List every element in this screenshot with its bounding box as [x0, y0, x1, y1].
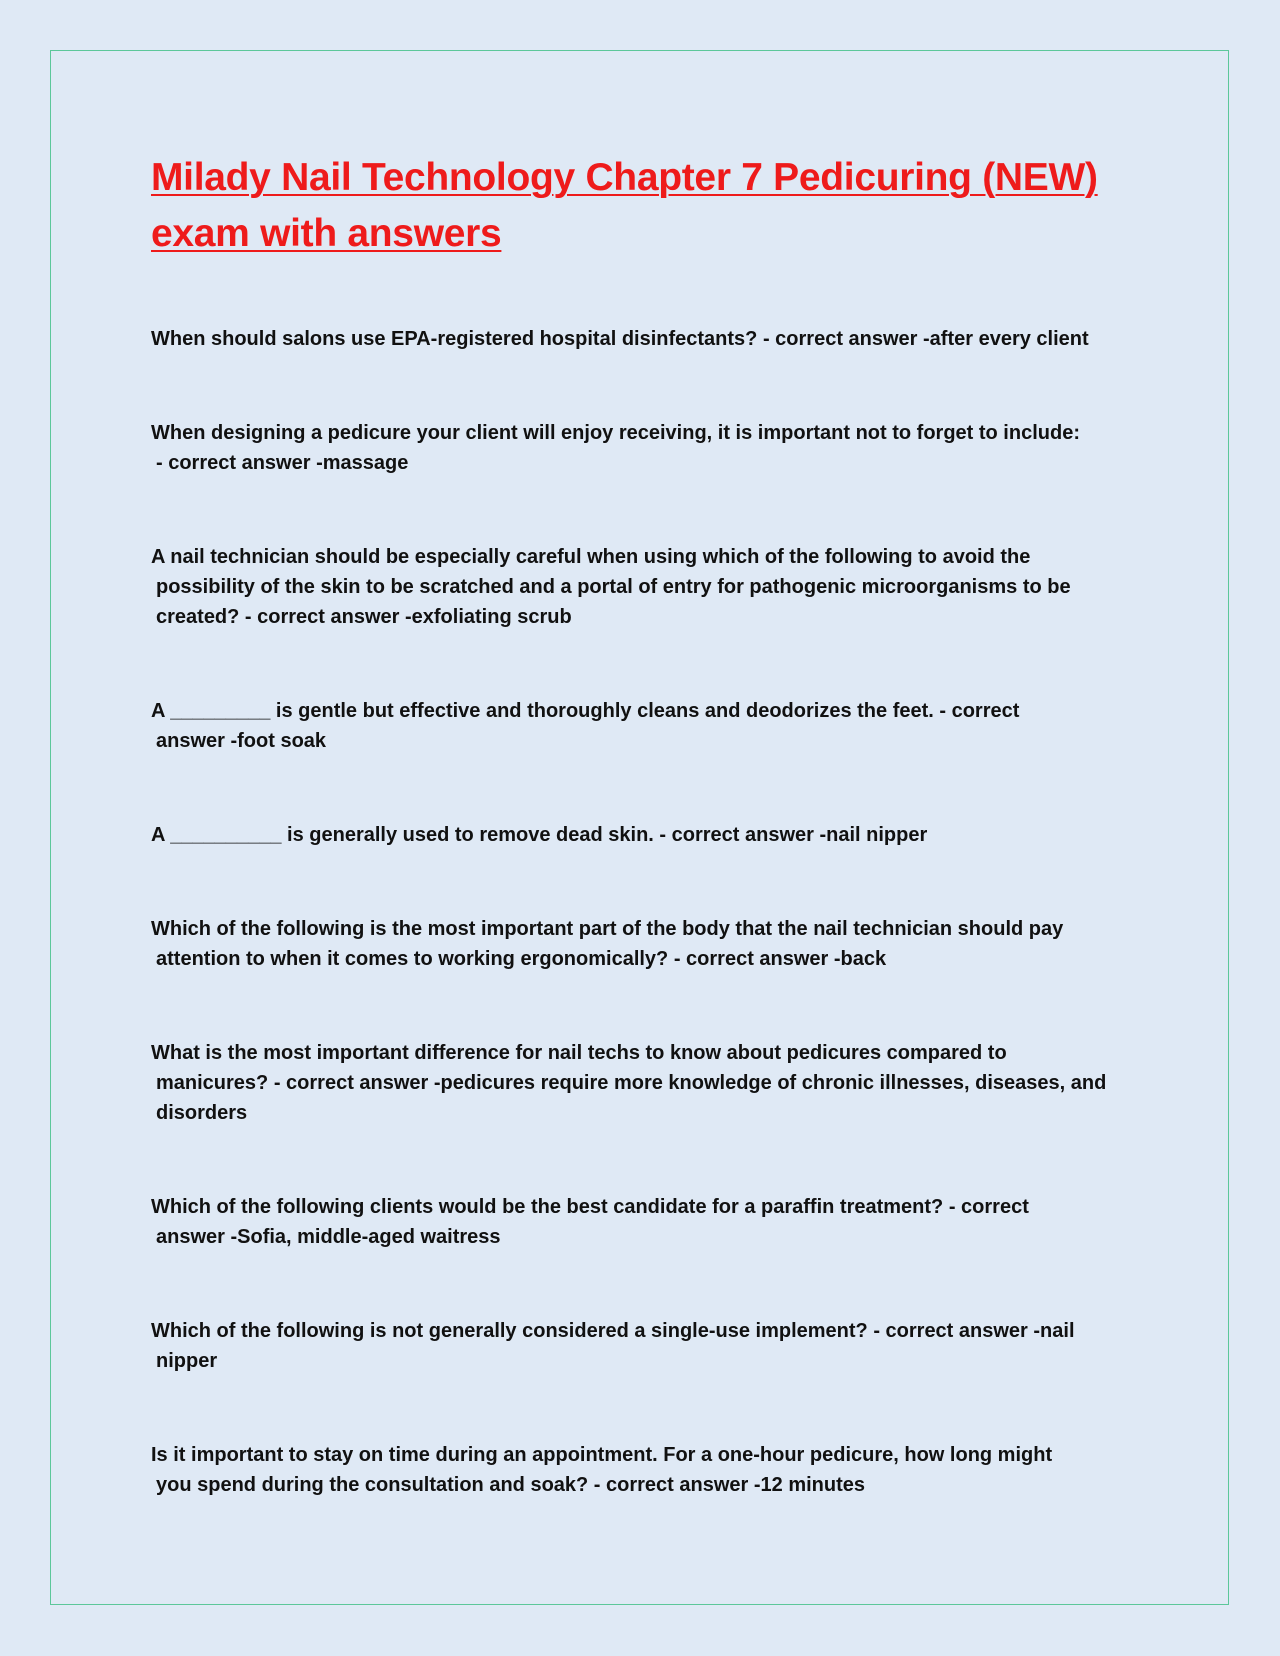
qa-line: A _________ is gentle but effective and thoroughly cleans and deodorizes the feet. - correct: [151, 700, 1020, 722]
qa-line: When should salons use EPA-registered hospital disinfectants? - correct answer -after every client: [151, 328, 1089, 350]
document-title: [151, 150, 1131, 262]
qa-line: created? - correct answer -exfoliating scrub: [156, 606, 572, 628]
qa-item: [151, 696, 1131, 756]
qa-line: Which of the following clients would be the best candidate for a paraffin treatment? - correct: [151, 1196, 1029, 1218]
qa-item: [151, 1038, 1131, 1128]
qa-line: possibility of the skin to be scratched and a portal of entry for pathogenic microorganisms to be: [156, 576, 1071, 598]
qa-line: What is the most important difference for nail techs to know about pedicures compared to: [151, 1042, 1007, 1064]
qa-line: Is it important to stay on time during an appointment. For a one-hour pedicure, how long might: [151, 1444, 1053, 1466]
qa-line: Which of the following is not generally considered a single-use implement? - correct answer -nail: [151, 1320, 1075, 1342]
qa-line: disorders: [156, 1102, 248, 1124]
qa-item: [151, 1316, 1131, 1376]
qa-line: A __________ is generally used to remove dead skin. - correct answer -nail nipper: [151, 824, 928, 846]
qa-line: When designing a pedicure your client will enjoy receiving, it is important not to forget to include:: [151, 422, 1080, 444]
document-content: [151, 150, 1131, 1564]
title-line: exam with answers: [151, 212, 502, 255]
qa-item: [151, 418, 1131, 478]
qa-line: Which of the following is the most important part of the body that the nail technician should pay: [151, 918, 1064, 940]
qa-line: answer -foot soak: [156, 730, 327, 752]
qa-line: A nail technician should be especially careful when using which of the following to avoid the: [151, 546, 1031, 568]
title-line: Milady Nail Technology Chapter 7 Pedicuring (NEW): [151, 156, 1098, 199]
qa-item: [151, 1440, 1131, 1500]
qa-item: [151, 820, 1131, 850]
qa-line: manicures? - correct answer -pedicures require more knowledge of chronic illnesses, diseases, and: [156, 1072, 1107, 1094]
qa-line: you spend during the consultation and soak? - correct answer -12 minutes: [156, 1474, 866, 1496]
qa-item: [151, 914, 1131, 974]
qa-item: [151, 1192, 1131, 1252]
qa-line: attention to when it comes to working ergonomically? - correct answer -back: [156, 948, 887, 970]
qa-item: [151, 542, 1131, 632]
qa-line: answer -Sofia, middle-aged waitress: [156, 1226, 501, 1248]
qa-item: [151, 324, 1131, 354]
qa-line: - correct answer -massage: [156, 452, 409, 474]
qa-list: [151, 324, 1131, 1500]
qa-line: nipper: [156, 1350, 218, 1372]
